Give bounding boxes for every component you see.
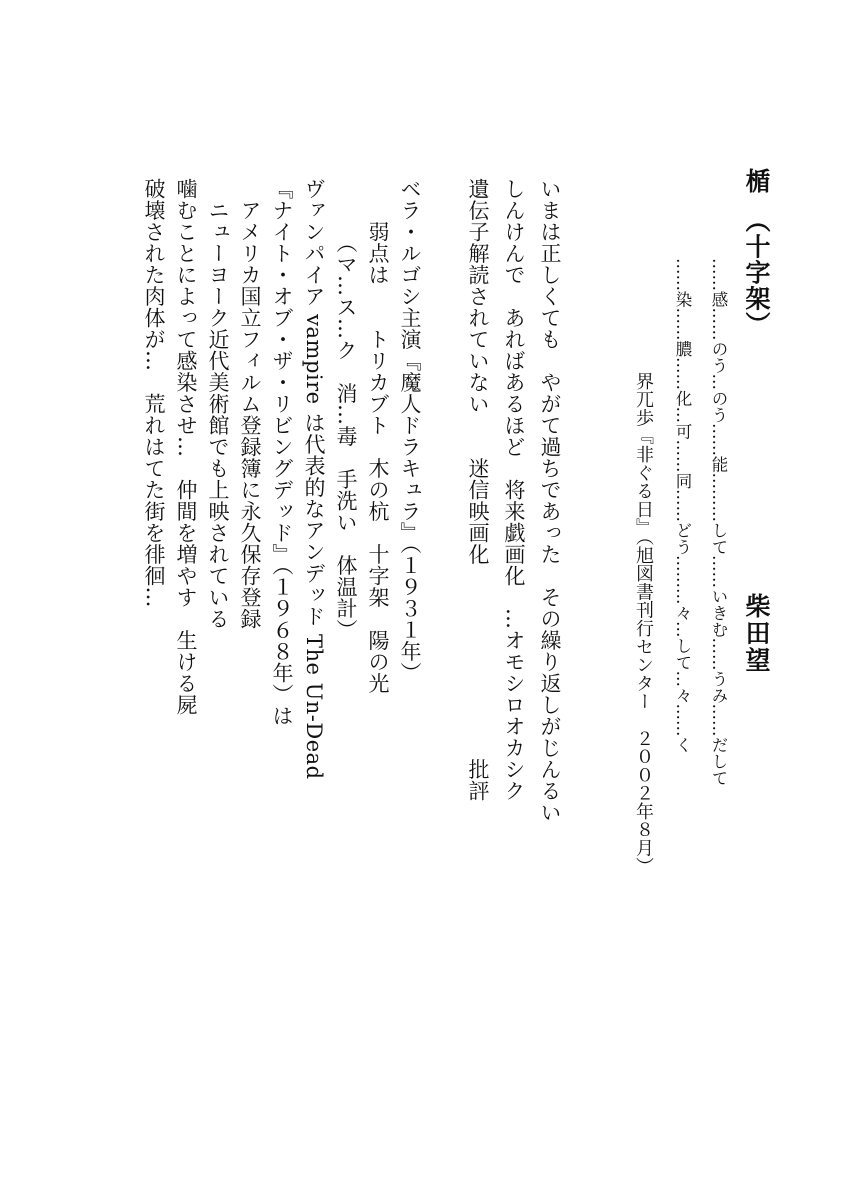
poem-line-13: 破壊された肉体が… 荒れはてた街を徘徊… xyxy=(142,178,166,608)
epigraph-line-1: ……感……のう…のう……能………して……いきむ……うみ……だして xyxy=(709,258,728,786)
poem-line-12: 噛むことによって感染させ… 仲間を増やす 生ける屍 xyxy=(174,178,198,716)
epigraph-line-2: ……染……膿……化…可……同……どう………々…して…々……く xyxy=(673,258,692,753)
poem-line-3: 遺伝子解読されていない 迷信映画化 批評 xyxy=(466,178,490,802)
poem-line-2: しんけんで あればあるほど 将来戯画化 …オモシロオカシク xyxy=(502,178,526,802)
poem-line-1: いまは正しくても やがて過ちであった その繰り返しがじんるい xyxy=(538,178,562,823)
poem-title: 楯 （十字架） xyxy=(742,168,771,338)
poem-line-11: ニューヨーク近代美術館でも上映されている xyxy=(206,178,230,630)
poem-line-9: 『ナイト・オブ・ザ・リビングデッド』（１９６８年）は xyxy=(270,178,294,727)
author-name: 柴田望 xyxy=(742,593,771,674)
poem-line-7: （マ…ス…ク 消…毒 手洗い 体温計） xyxy=(334,178,358,641)
poem-line-6: 弱点は トリカブト 木の杭 十字架 陽の光 xyxy=(366,178,390,694)
epigraph-source: 界兀歩『非ぐる日』（旭図書刊行センター ２００２年８月） xyxy=(633,372,654,876)
poem-line-8: ヴァンパイア vampire は代表的なアンデッド The Un-Dead xyxy=(302,178,326,780)
poem-line-5: ベラ・ルゴシ主演『魔人ドラキュラ』（１９３１年） xyxy=(398,178,422,684)
poem-line-10: アメリカ国立フィルム登録簿に永久保存登録 xyxy=(238,178,262,630)
